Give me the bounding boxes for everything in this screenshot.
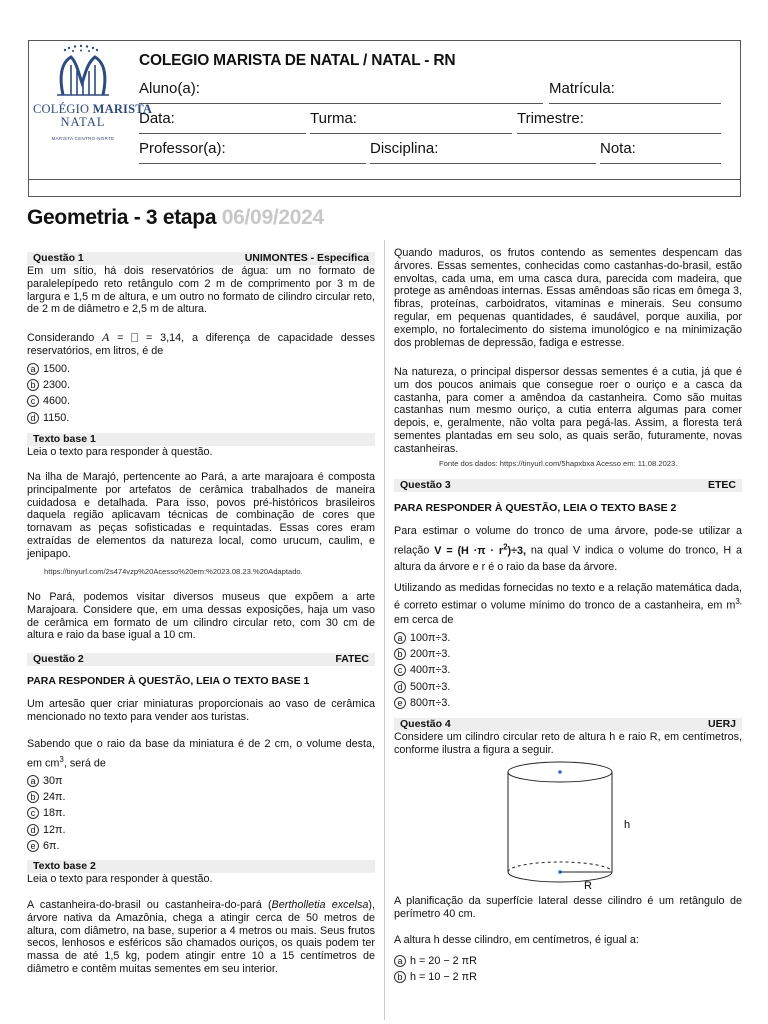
text-base-2-body-a: A castanheira-do-brasil ou castanheira-do-pará ( (27, 899, 272, 911)
question-3-text2b: em cerca de (394, 613, 454, 626)
question-3-text2a: Utilizando as medidas fornecidas no texto e a relação matemática dada, é correto estimar o volume mínimo do tronco de a castanheira, em m (394, 582, 742, 612)
question-4-source: UERJ (707, 718, 736, 730)
cylinder-figure (500, 760, 640, 892)
option-item[interactable] (27, 393, 70, 409)
option-bubble[interactable]: d (27, 824, 39, 836)
question-1-options (27, 361, 70, 426)
option-text: 30π (43, 775, 63, 788)
text-base-2-source: Fonte dos dados: https://tinyurl.com/5hapxbxa Acesso em: 11.08.2023. (439, 459, 678, 468)
question-2-source: FATEC (335, 653, 369, 665)
field-professor-label: Professor(a): (139, 140, 226, 157)
field-nota-label: Nota: (600, 140, 636, 157)
text-base-1-intro: Leia o texto para responder à questão. (27, 446, 213, 458)
question-1-header (27, 252, 375, 265)
option-item[interactable] (27, 789, 65, 805)
logo-text-centro-norte: MARISTA CENTRO-NORTE (51, 136, 115, 141)
option-item[interactable] (394, 630, 450, 646)
question-2-text2 (27, 737, 375, 772)
option-item[interactable] (394, 969, 477, 985)
question-2-text2a: Sabendo que o raio da base da miniatura é de 2 cm, o volume desta, em cm (27, 738, 375, 770)
field-disciplina-label: Disciplina: (370, 140, 439, 157)
option-item[interactable] (27, 838, 65, 854)
question-2-text: Um artesão quer criar miniaturas proporcionais ao vaso de cerâmica mencionado no texto para vender aos turistas. (27, 698, 375, 723)
question-2-instruction: PARA RESPONDER À QUESTÃO, LEIA O TEXTO BASE 1 (27, 675, 310, 687)
option-bubble[interactable]: c (394, 664, 406, 676)
question-3-text-b: na qual V indica o volume do tronco, H a altura da árvore e r é o raio da base da árvore. (394, 544, 742, 573)
option-text: 4600. (43, 395, 71, 408)
column-divider (384, 240, 385, 1020)
field-matricula-label: Matrícula: (549, 80, 615, 97)
question-1-label: Questão 1 (33, 252, 84, 264)
question-3-source: ETEC (707, 479, 736, 491)
option-text: 1500. (43, 363, 71, 376)
title-main: Geometria - 3 etapa (27, 206, 217, 229)
question-4-text: Considere um cilindro circular reto de altura h e raio R, em centímetros, conforme ilustra a figura a seguir. (394, 731, 742, 756)
question-1-text2b: = 3,14, a diferença de capacidade desses reservatórios, em litros, é de (27, 332, 375, 357)
field-aluno-line[interactable] (139, 103, 543, 104)
option-bubble[interactable]: a (27, 775, 39, 787)
question-1-source: UNIMONTES - Especifica (244, 252, 369, 264)
field-disciplina-line[interactable] (370, 163, 596, 164)
text-base-1-body: Na ilha de Marajó, pertencente ao Pará, a arte marajoara é composta principalmente por artefatos de cerâmica trabalhados de maneira cuidadosa e detalhada. Para isso, povos pré-históricos brasileiros daquela região aplicavam técnicas de combinação de cores que tornavam as peças sofisticadas e requintadas. Essas cores eram extraídas de elementos da natureza local, como urucum, caulim, e jenipapo. (27, 471, 375, 560)
option-bubble[interactable]: a (394, 632, 406, 644)
option-item[interactable] (27, 361, 70, 377)
question-3-text2 (394, 581, 742, 627)
text-base-2-intro: Leia o texto para responder à questão. (27, 873, 213, 885)
option-text: 400π÷3. (410, 664, 451, 677)
question-4-header (394, 718, 742, 731)
text-base-2-body-right2: Na natureza, o principal dispersor dessas sementes é a cutia, já que é um dos poucos animais que consegue roer o ouriço e a casca da castanha, para comer a amêndoa da castanheira. Como são muitas castanhas num mesmo ouriço, a cutia enterra algumas para comer depois, e, geralmente, não volta para pegá-las. Assim, a floresta terá sementes plantadas em seu solo, as quais serão, futuramente, novas castanheiras. (394, 366, 742, 455)
text-base-2-body-italic: Bertholletia excelsa (271, 899, 369, 911)
option-bubble[interactable]: c (27, 807, 39, 819)
option-text: 2300. (43, 379, 71, 392)
cylinder-h-label: h (624, 819, 631, 831)
option-text: 12π. (43, 823, 66, 836)
option-bubble[interactable]: b (394, 648, 406, 660)
question-4-label: Questão 4 (400, 718, 451, 730)
option-text: 100π÷3. (410, 632, 451, 645)
option-text: 1150. (43, 411, 70, 424)
question-2-header (27, 653, 375, 666)
question-3-formula-a: V = (H ·π · r (434, 544, 504, 557)
question-3-instruction: PARA RESPONDER À QUESTÃO, LEIA O TEXTO BASE 2 (394, 502, 677, 514)
option-item[interactable] (394, 646, 450, 662)
logo-text-natal: NATAL (60, 115, 106, 129)
option-bubble[interactable]: a (27, 363, 39, 375)
option-item[interactable] (27, 377, 70, 393)
option-bubble[interactable]: a (394, 955, 406, 967)
option-text: h = 20 − 2 πR (410, 955, 477, 968)
option-item[interactable] (394, 695, 450, 711)
question-3-text (394, 523, 742, 575)
question-3-text-a: Para estimar o volume do tronco de uma árvore, pode-se utilizar a relação (394, 525, 742, 557)
option-bubble[interactable]: d (394, 681, 406, 693)
option-text: 200π÷3. (410, 648, 451, 661)
option-item[interactable] (394, 679, 450, 695)
school-name: COLEGIO MARISTA DE NATAL / NATAL - RN (139, 52, 456, 69)
question-3-formula-b: )÷3, (507, 544, 527, 557)
question-1-text2a: Considerando (27, 332, 103, 344)
cylinder-top-center (558, 770, 562, 774)
school-logo (33, 43, 153, 143)
option-text: 24π. (43, 791, 66, 804)
option-text: 800π÷3. (410, 696, 451, 709)
option-text: h = 10 − 2 πR (410, 971, 477, 984)
text-base-1-header (27, 433, 375, 446)
question-3-formula-sup: 2 (503, 542, 508, 551)
question-4-text2: A planificação da superfície lateral desse cilindro é um retângulo de perímetro 40 cm. (394, 895, 742, 920)
field-matricula-line[interactable] (549, 103, 721, 104)
marist-emblem-icon (43, 43, 123, 101)
option-item[interactable] (27, 773, 65, 789)
text-base-2-header (27, 860, 375, 873)
cylinder-r-label: R (584, 880, 592, 892)
question-3-header (394, 479, 742, 492)
field-data-label: Data: (139, 110, 175, 127)
page-title (27, 206, 324, 230)
option-text: 18π. (43, 807, 66, 820)
question-1-text: Em um sítio, há dois reservatórios de água: um no formato de paralelepípedo reto retângulo com 2 m de comprimento por 3 m de largura e 1,5 m de altura, e um outro no formato de cilindro circular reto, de 2 m de diâmetro e 2,5 m de altura. (27, 265, 375, 316)
option-bubble[interactable]: e (27, 840, 39, 852)
option-bubble[interactable]: d (27, 412, 39, 424)
question-3-options (394, 630, 450, 711)
text-base-1-body2: No Pará, podemos visitar diversos museus que expõem a arte Marajoara. Considere que, em uma dessas exposições, haja um vaso de cerâmica em formato de um cilindro circular reto, com 30 cm de altura e raio da base igual a 10 cm. (27, 591, 375, 642)
text-base-1-source: https://tinyurl.com/2s474vzp%20Acesso%20em:%2023.08.23.%20Adaptado. (44, 567, 303, 576)
text-base-2-body-b: ), árvore nativa da Amazônia, chega a atingir cerca de 50 metros de altura, com diâmetro, na base, superior a 4 metros ou mais. Seus frutos secos, lenhosos e esféricos são chamados ouriços, os quais podem ter massa de até 1,5 kg, podem atingir entre 10 a 15 centímetros de diâmetro e contêm muitas sementes em seu interior. (27, 899, 375, 975)
logo-text-colegio: COLÉGIO (33, 102, 90, 116)
text-base-2-label: Texto base 2 (33, 860, 96, 872)
option-bubble[interactable]: e (394, 697, 406, 709)
question-2-sup: 3 (59, 755, 64, 764)
text-base-1-label: Texto base 1 (33, 433, 96, 445)
field-trimestre-line[interactable] (517, 133, 721, 134)
header-divider (29, 179, 740, 180)
option-bubble[interactable]: c (27, 395, 39, 407)
logo-text-marista: MARISTA (92, 102, 153, 116)
option-item[interactable] (27, 822, 65, 838)
question-2-options (27, 773, 65, 854)
option-text: 6π. (43, 839, 60, 852)
option-item[interactable] (27, 805, 65, 821)
question-2-label: Questão 2 (33, 653, 84, 665)
field-professor-line[interactable] (139, 163, 366, 164)
option-bubble[interactable]: b (27, 379, 39, 391)
option-item[interactable] (394, 953, 477, 969)
option-item[interactable] (27, 410, 70, 426)
field-turma-line[interactable] (310, 133, 512, 134)
option-bubble[interactable]: b (394, 971, 406, 983)
field-nota-line[interactable] (600, 163, 721, 164)
text-base-2-body (27, 899, 375, 976)
question-4-options (394, 953, 477, 985)
option-item[interactable] (394, 662, 450, 678)
question-1-text2: Considerando A = = 3,14, a diferença de capacidade desses reservatórios, em litros, é de (27, 330, 375, 357)
option-text: 500π÷3. (410, 680, 451, 693)
field-aluno-label: Aluno(a): (139, 80, 200, 97)
text-base-2-body-right1: Quando maduros, os frutos contendo as sementes despencam das árvores. Essas sementes, conhecidas como castanhas-do-brasil, estão envoltas, cada uma, em uma casca dura, parecida com madeira, que protege as amêndoas internas. Essas amêndoas são ricas em ômega 3, fibras, proteínas, carboidratos, vitaminas e minerais. Seu consumo regular, em pequenas quantidades, é saudável, porque auxilia, por exemplo, no fortalecimento do sistema imunológico e na minimização dos problemas de depressão, fadiga e estresse. (394, 247, 742, 349)
question-2-text2b: , será de (63, 757, 106, 770)
option-bubble[interactable]: b (27, 791, 39, 803)
title-date: 06/09/2024 (221, 206, 324, 229)
question-3-sup: 3, (735, 597, 742, 606)
question-3-label: Questão 3 (400, 479, 451, 491)
field-data-line[interactable] (139, 133, 306, 134)
field-trimestre-label: Trimestre: (517, 110, 584, 127)
question-3-formula (434, 542, 527, 557)
question-4-text3: A altura h desse cilindro, em centímetros, é igual a: (394, 934, 639, 946)
field-turma-label: Turma: (310, 110, 357, 127)
